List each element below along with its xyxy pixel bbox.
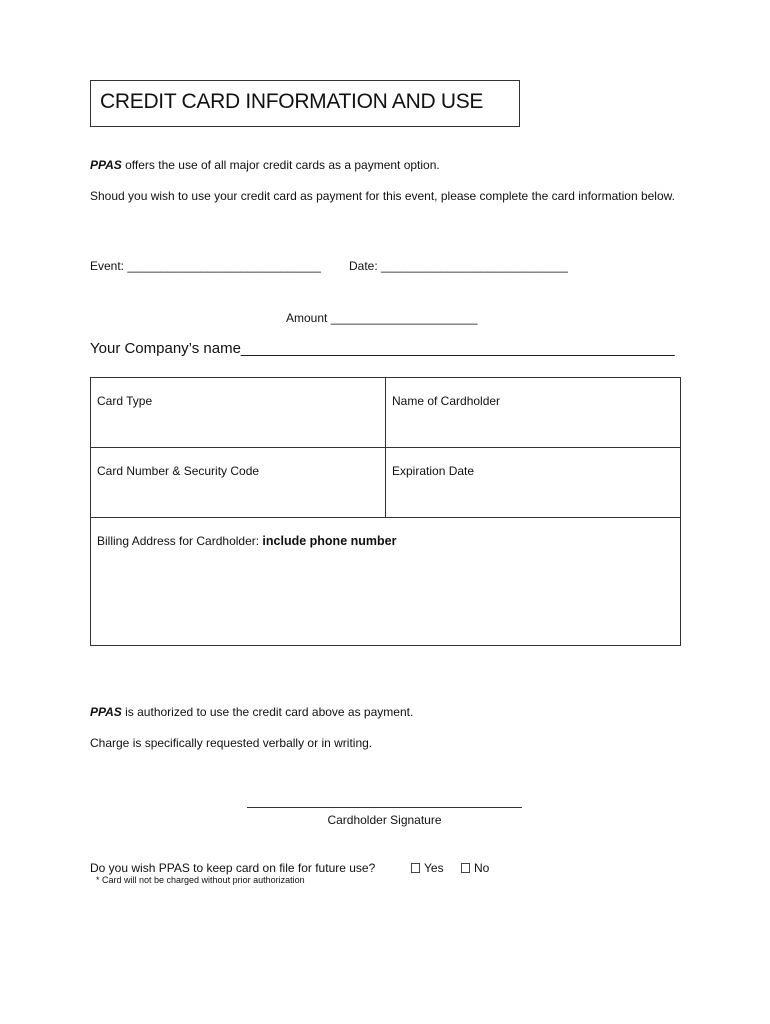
amount-field[interactable]: Amount ______________________ xyxy=(286,311,478,325)
yes-label: Yes xyxy=(424,861,444,875)
cardholder-name-cell[interactable] xyxy=(386,378,681,448)
signature-label: Cardholder Signature xyxy=(327,813,442,827)
billing-address-emphasis: include phone number xyxy=(262,534,397,548)
page-title: CREDIT CARD INFORMATION AND USE xyxy=(100,90,484,113)
card-type-label: Card Type xyxy=(97,394,153,408)
yes-checkbox[interactable] xyxy=(411,863,420,873)
title-box xyxy=(90,80,520,127)
intro-offer xyxy=(90,157,690,173)
intro-instructions: Shoud you wish to use your credit card as payment for this event, please complete the card information below. xyxy=(90,189,675,203)
billing-address-label: Billing Address for Cardholder: xyxy=(97,534,263,548)
event-field[interactable]: Event: _____________________________ xyxy=(90,259,321,273)
brand-name-authorization: PPAS xyxy=(90,705,122,719)
card-info-table xyxy=(90,377,681,646)
authorization-text: is authorized to use the credit card above as payment. xyxy=(121,705,414,719)
charge-statement: Charge is specifically requested verbally or in writing. xyxy=(90,736,373,750)
yes-option[interactable] xyxy=(411,860,444,876)
expiration-date-cell[interactable] xyxy=(386,448,681,518)
card-number-cell[interactable] xyxy=(91,448,386,518)
company-name-field[interactable]: Your Company’s name____________________________________________________ xyxy=(90,340,675,357)
signature-line[interactable] xyxy=(247,797,522,808)
brand-name: PPAS xyxy=(90,158,122,172)
offer-text: offers the use of all major credit cards as a payment option. xyxy=(121,158,440,172)
date-field[interactable]: Date: ____________________________ xyxy=(349,259,568,273)
keep-on-file-question: Do you wish PPAS to keep card on file for future use? xyxy=(90,861,376,875)
cardholder-name-label: Name of Cardholder xyxy=(392,394,501,408)
card-type-cell[interactable] xyxy=(91,378,386,448)
no-option[interactable] xyxy=(461,860,489,876)
authorization-statement xyxy=(90,704,690,720)
no-checkbox[interactable] xyxy=(461,863,470,873)
expiration-date-label: Expiration Date xyxy=(392,464,475,478)
billing-address-cell[interactable] xyxy=(91,518,681,646)
card-number-label: Card Number & Security Code xyxy=(97,464,260,478)
no-label: No xyxy=(474,861,490,875)
authorization-note: * Card will not be charged without prior authorization xyxy=(96,875,305,885)
